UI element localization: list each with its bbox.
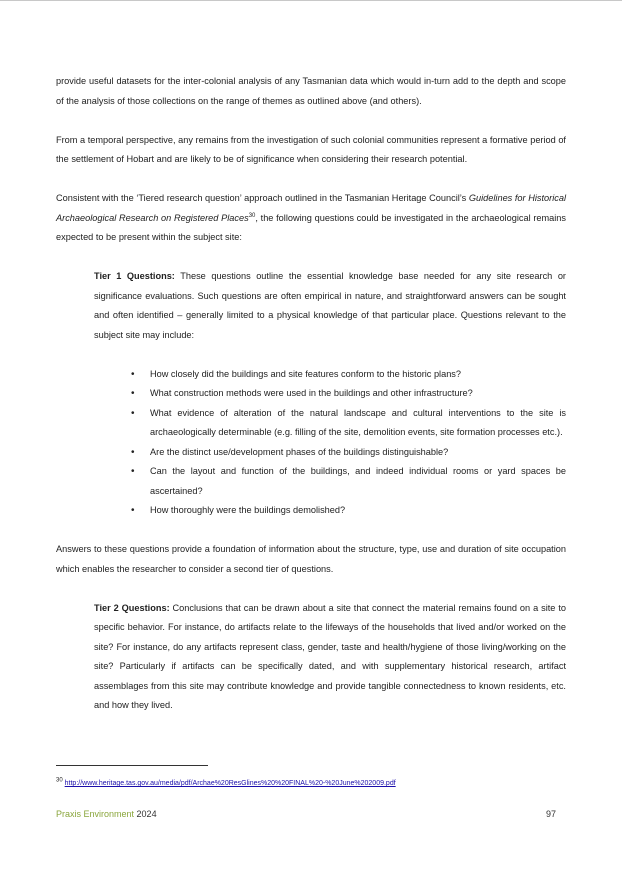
footnote-ref[interactable]: 30 xyxy=(248,212,256,219)
list-item: • How thoroughly were the buildings demolished? xyxy=(150,501,566,521)
paragraph-tiered-text-start: Consistent with the ‘Tiered research question’ approach outlined in the Tasmanian Heritage Council’s xyxy=(56,193,469,203)
list-item: • What evidence of alteration of the natural landscape and cultural interventions to the site is archaeologically determinable (e.g. filling of the site, demolition events, site formation processes etc.). xyxy=(150,404,566,443)
footer-year: 2024 xyxy=(136,809,157,819)
paragraph-tiered-approach xyxy=(56,189,566,248)
footnote-number: 30 xyxy=(56,777,63,784)
tier1-text: These questions outline the essential knowledge base needed for any site research or significance evaluations. Such questions are often empirical in nature, and straightforward answers can be sought and often identified – generally limited to a physical knowledge of that particular place. Questions relevant to the subject site may include: xyxy=(94,271,566,340)
page-top-border xyxy=(0,0,622,1)
tier2-label: Tier 2 Questions: xyxy=(94,602,170,613)
tier1-question-list xyxy=(56,365,566,521)
list-item: • Can the layout and function of the buildings, and indeed individual rooms or yard spaces be ascertained? xyxy=(150,462,566,501)
guidelines-title: Guidelines for Historical Archaeological Research on Registered Places xyxy=(56,193,566,223)
paragraph-datasets: provide useful datasets for the inter-colonial analysis of any Tasmanian data which would in-turn add to the depth and scope of the analysis of those collections on the range of themes as outlined above (and others). xyxy=(56,76,566,106)
tier1-label: Tier 1 Questions: xyxy=(94,271,175,281)
page-body xyxy=(56,72,566,735)
page-number: 97 xyxy=(545,809,556,819)
paragraph-temporal: From a temporal perspective, any remains from the investigation of such colonial communities represent a formative period of the settlement of Hobart and are likely to be of significance when considering their research potential. xyxy=(56,134,566,164)
list-item: • What construction methods were used in the buildings and other infrastructure? xyxy=(150,384,566,404)
list-item: • Are the distinct use/development phases of the buildings distinguishable? xyxy=(150,443,566,463)
tier2-text: Conclusions that can be drawn about a site that connect the material remains found on a site to specific behavior. For instance, do artifacts relate to the lifeways of the households that lived and/or worked on the site? For instance, do any artifacts represent class, gender, taste and health/hygiene of those living/working on the site? Particularly if artifacts can be specifically dated, and with supplementary historical research, artifact assemblages from this site may contribute knowledge and provide tangible connectedness to known residents, etc. and how they lived. xyxy=(94,602,566,710)
paragraph-answers: Answers to these questions provide a foundation of information about the structure, type, use and duration of site occupation which enables the researcher to consider a second tier of questions. xyxy=(56,544,566,574)
list-item: • How closely did the buildings and site features conform to the historic plans? xyxy=(150,365,566,385)
footnote-link[interactable]: http://www.heritage.tas.gov.au/media/pdf/Archae%20ResGlines%20%20FINAL%20-%20June%202009.pdf xyxy=(64,780,396,787)
footnote xyxy=(56,779,396,789)
footnote-divider xyxy=(56,765,208,766)
tier1-paragraph xyxy=(94,267,566,345)
paragraph-tiered-text-end: , the following questions could be investigated in the archaeological remains expected to be present within the subject site: xyxy=(56,212,566,242)
page-footer xyxy=(56,808,566,820)
footer-brand: Praxis Environment xyxy=(56,809,135,819)
tier2-paragraph xyxy=(94,599,566,716)
